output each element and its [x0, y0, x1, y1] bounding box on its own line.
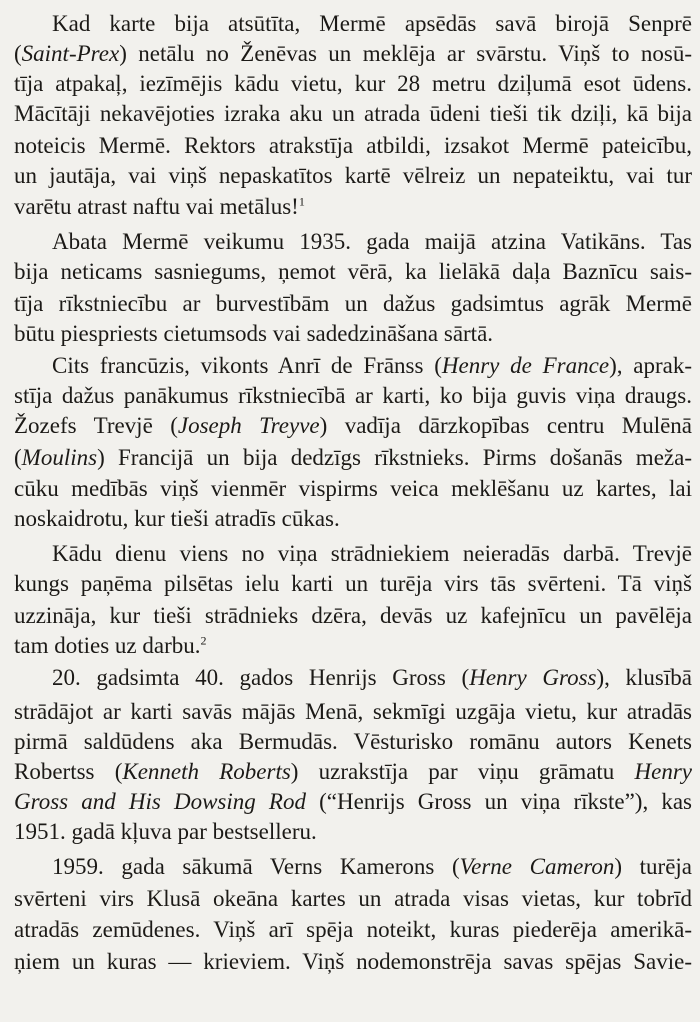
text-segment: ) Francijā un bija dedzīgs rīkstnieks. Pirms došanās meža-	[97, 445, 692, 470]
text-line	[14, 8, 692, 39]
text-line	[14, 318, 692, 349]
text-segment: (	[14, 445, 22, 470]
text-segment: 1951. gadā kļuva par bestselleru.	[14, 819, 317, 844]
text-segment: ), klusībā	[596, 665, 692, 690]
text-segment: uzzināja, kur tieši strādnieks dzēra, devās uz kafejnīcu un pavēlēja	[14, 603, 692, 628]
text-line	[14, 256, 692, 287]
text-segment: 20. gadsimta 40. gados Henrijs Gross (	[52, 665, 470, 690]
text-segment: noskaidrotu, kur tieši atradīs cūkas.	[14, 506, 340, 531]
text-segment: Cits francūzis, vikonts Anrī de Frānss (	[52, 353, 442, 378]
text-line	[14, 696, 692, 727]
text-line	[14, 288, 692, 319]
italic-text: Verne Cameron	[459, 854, 615, 879]
footnote-marker: 2	[200, 633, 207, 648]
italic-text: Henry Gross	[469, 665, 597, 690]
text-line	[14, 160, 692, 191]
text-segment: atradās zemūdenes. Viņš arī spēja noteikt, kuras piederēja amerikā-	[14, 917, 692, 942]
text-segment: ) turēja	[614, 854, 693, 879]
text-segment: tam doties uz darbu.	[14, 633, 201, 658]
text-segment: Kādu dienu viens no viņa strādniekiem neieradās darbā. Trevjē	[52, 541, 692, 566]
text-segment: Kad karte bija atsūtīta, Mermē apsēdās savā birojā Senprē	[52, 11, 692, 36]
text-segment: tīja rīkstniecību ar burvestībām un dažus gadsimtus agrāk Mermē	[14, 291, 692, 316]
text-line	[14, 756, 692, 787]
text-segment: ņiem un kuras — krieviem. Viņš nodemonstrēja savas spējas Savie-	[14, 949, 692, 974]
italic-text: Saint-Prex	[21, 41, 120, 66]
text-line	[14, 851, 692, 882]
text-line	[14, 410, 692, 441]
text-line	[14, 191, 692, 222]
text-line	[14, 786, 692, 817]
text-line	[14, 442, 692, 473]
text-segment: Robertss (	[14, 759, 123, 784]
text-line	[14, 38, 692, 69]
text-line	[14, 68, 692, 99]
italic-text: Gross and His Dowsing Rod	[14, 789, 306, 814]
italic-text: Moulins	[21, 445, 98, 470]
text-segment: (“Henrijs Gross un viņa rīkste”), kas	[305, 789, 692, 814]
text-segment: varētu atrast naftu vai metālus!	[14, 194, 299, 219]
text-segment: Abata Mermē veikumu 1935. gada maijā atzina Vatikāns. Tas	[52, 229, 692, 254]
text-line	[14, 473, 692, 504]
text-segment: (	[14, 41, 22, 66]
text-segment: pirmā saldūdens aka Bermudās. Vēsturisko romānu autors Kenets	[14, 729, 692, 754]
text-segment: būtu piespriests cietumsods vai sadedzināšana sārtā.	[14, 321, 494, 346]
italic-text: Joseph Treyve	[177, 413, 320, 438]
text-segment: kungs paņēma pilsētas ielu karti un turēja virs tās svērteni. Tā viņš	[14, 571, 692, 596]
text-line	[14, 130, 692, 161]
text-line	[14, 600, 692, 631]
text-line	[14, 380, 692, 411]
text-segment: bija neticams sasniegums, ņemot vērā, ka lielākā daļa Baznīcu sais-	[14, 259, 692, 284]
text-line	[14, 914, 692, 945]
text-line	[14, 946, 692, 977]
text-segment: ) netālu no Ženēvas un meklēja ar svārstu. Viņš to nosū-	[119, 41, 692, 66]
text-line	[14, 538, 692, 569]
text-segment: svērteni virs Klusā okeāna kartes un atrada visas vietas, kur tobrīd	[14, 886, 692, 911]
text-segment: cūku medībās viņš vienmēr vispirms veica meklēšanu uz kartes, lai	[14, 476, 692, 501]
text-line	[14, 350, 692, 381]
text-segment: 1959. gada sākumā Verns Kamerons (	[52, 854, 460, 879]
text-line	[14, 726, 692, 757]
text-segment: Žozefs Trevjē (	[14, 413, 178, 438]
text-segment: stīja dažus panākumus rīkstniecībā ar karti, ko bija guvis viņa draugs.	[14, 383, 692, 408]
text-line	[14, 816, 692, 847]
text-segment: ), aprak-	[609, 353, 692, 378]
text-line	[14, 662, 692, 693]
italic-text: Henry	[634, 759, 692, 784]
italic-text: Henry de France	[441, 353, 610, 378]
text-segment: un jautāja, vai viņš nepaskatītos kartē vēlreiz un nepateiktu, vai tur	[14, 163, 692, 188]
text-line	[14, 568, 692, 599]
text-segment: ) vadīja dārzkopības centru Mulēnā	[319, 413, 693, 438]
footnote-marker: 1	[298, 194, 305, 209]
text-segment: noteicis Mermē. Rektors atrakstīja atbildi, izsakot Mermē pateicību,	[14, 133, 692, 158]
text-line	[14, 226, 692, 257]
text-line	[14, 503, 692, 534]
text-line	[14, 883, 692, 914]
text-segment: ) uzrakstīja par viņu grāmatu	[290, 759, 635, 784]
text-line	[14, 630, 692, 661]
text-segment: strādājot ar karti savās mājās Menā, sekmīgi uzgāja vietu, kur atradās	[14, 699, 692, 724]
text-line	[14, 98, 692, 129]
italic-text: Kenneth Roberts	[122, 759, 291, 784]
text-segment: tīja atpakaļ, iezīmējis kādu vietu, kur 28 metru dziļumā esot ūdens.	[14, 71, 692, 96]
text-segment: Mācītāji nekavējoties izraka aku un atrada ūdeni tieši tik dziļi, kā bija	[14, 101, 692, 126]
